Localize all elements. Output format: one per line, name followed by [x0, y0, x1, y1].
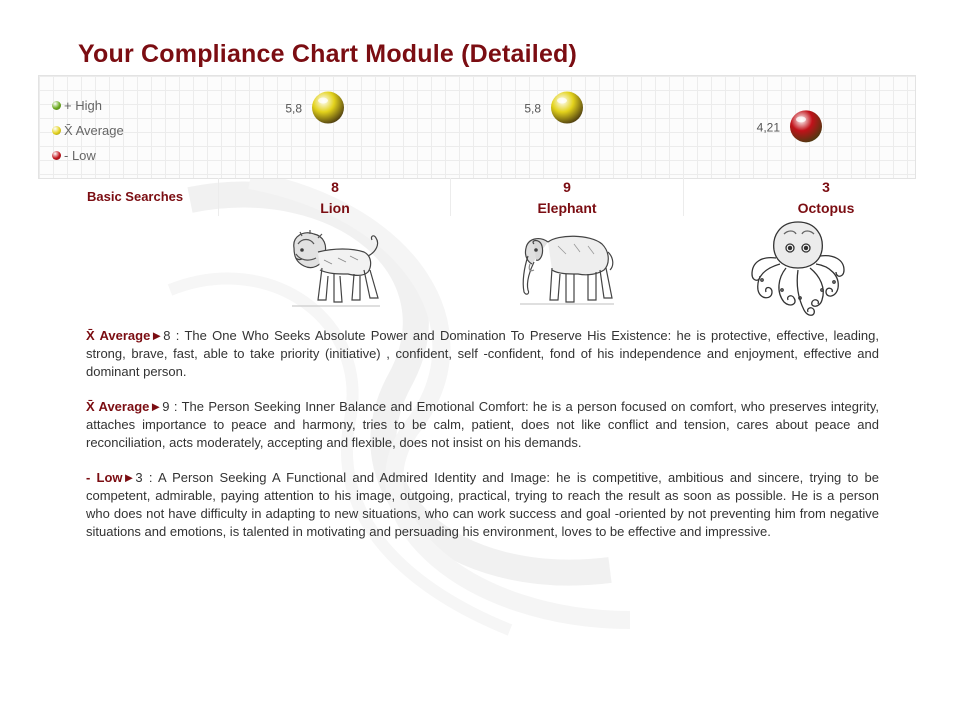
- column-count: 9: [563, 179, 571, 195]
- column-name: Elephant: [537, 200, 597, 216]
- description-paragraph: [86, 327, 879, 380]
- compliance-chart: [0, 0, 960, 180]
- page-title: Your Compliance Chart Module (Detailed): [78, 40, 578, 68]
- value-label-elephant: 5,8: [524, 101, 541, 116]
- row-label-basic-searches: Basic Searches: [87, 189, 184, 204]
- pointer-arrow-icon: ►: [122, 470, 136, 486]
- description-paragraph: [86, 398, 879, 451]
- octopus-illustration: [748, 216, 848, 326]
- column-elephant: [467, 177, 667, 219]
- elephant-illustration: [518, 226, 616, 308]
- legend-label-average: X̄ Average: [64, 123, 124, 138]
- marker-highlight: [557, 98, 567, 104]
- column-octopus: [726, 177, 926, 219]
- description-label: - Low: [86, 470, 123, 486]
- marker-lion: [312, 92, 344, 124]
- marker-elephant: [551, 92, 583, 124]
- legend-label-low: - Low: [64, 148, 96, 163]
- description-text: 8 : The One Who Seeks Absolute Power and Domination To Preserve His Existence: he is protective, effective, leading, strong, brave, fast, able to take priority (initiative) , confident, self -confident, fond of his independence and enjoyment, effective and dominant person.: [86, 328, 879, 379]
- description-paragraph: [86, 469, 879, 540]
- pointer-arrow-icon: ►: [150, 328, 164, 343]
- legend-label-high: + High: [64, 98, 102, 113]
- marker-highlight: [318, 98, 328, 104]
- description-text: 3 : A Person Seeking A Functional and Admired Identity and Image: he is competitive, ambitious and sincere, trying to be competent, admirable, paying attention to his image, outgoing, practical, trying to reach the result as soon as possible. He is a person who does not have difficulty in adapting to new situations, who can work success and goal -oriented by not preventing him from negative situations and emotions, is talented in motivating and persuading his environment, loves to be effective and impressive.: [86, 470, 880, 539]
- column-divider: [683, 178, 684, 216]
- lion-illustration: [288, 230, 384, 312]
- marker-octopus: [790, 110, 822, 142]
- marker-highlight: [796, 116, 806, 122]
- column-name: Octopus: [797, 200, 855, 216]
- column-count: 8: [331, 179, 339, 195]
- value-label-octopus: 4,21: [756, 120, 780, 135]
- descriptions: [86, 327, 879, 558]
- column-count: 3: [822, 179, 830, 195]
- column-divider: [218, 178, 219, 216]
- description-text: 9 : The Person Seeking Inner Balance and Emotional Comfort: he is a person focused on comfort, who preserves integrity, attaches importance to peace and harmony, tries to be calm, patient, does not like conflict and tension, cares about peace and reconciliation, acts moderately, accepting and flexible, does not insist on his demands.: [86, 399, 879, 450]
- pointer-arrow-icon: ►: [149, 399, 163, 415]
- column-lion: [235, 177, 435, 219]
- column-name: Lion: [320, 200, 350, 216]
- description-label: X̄ Average: [86, 328, 151, 343]
- value-label-lion: 5,8: [285, 101, 302, 116]
- column-divider: [450, 178, 451, 216]
- description-label: X̄ Average: [86, 399, 150, 415]
